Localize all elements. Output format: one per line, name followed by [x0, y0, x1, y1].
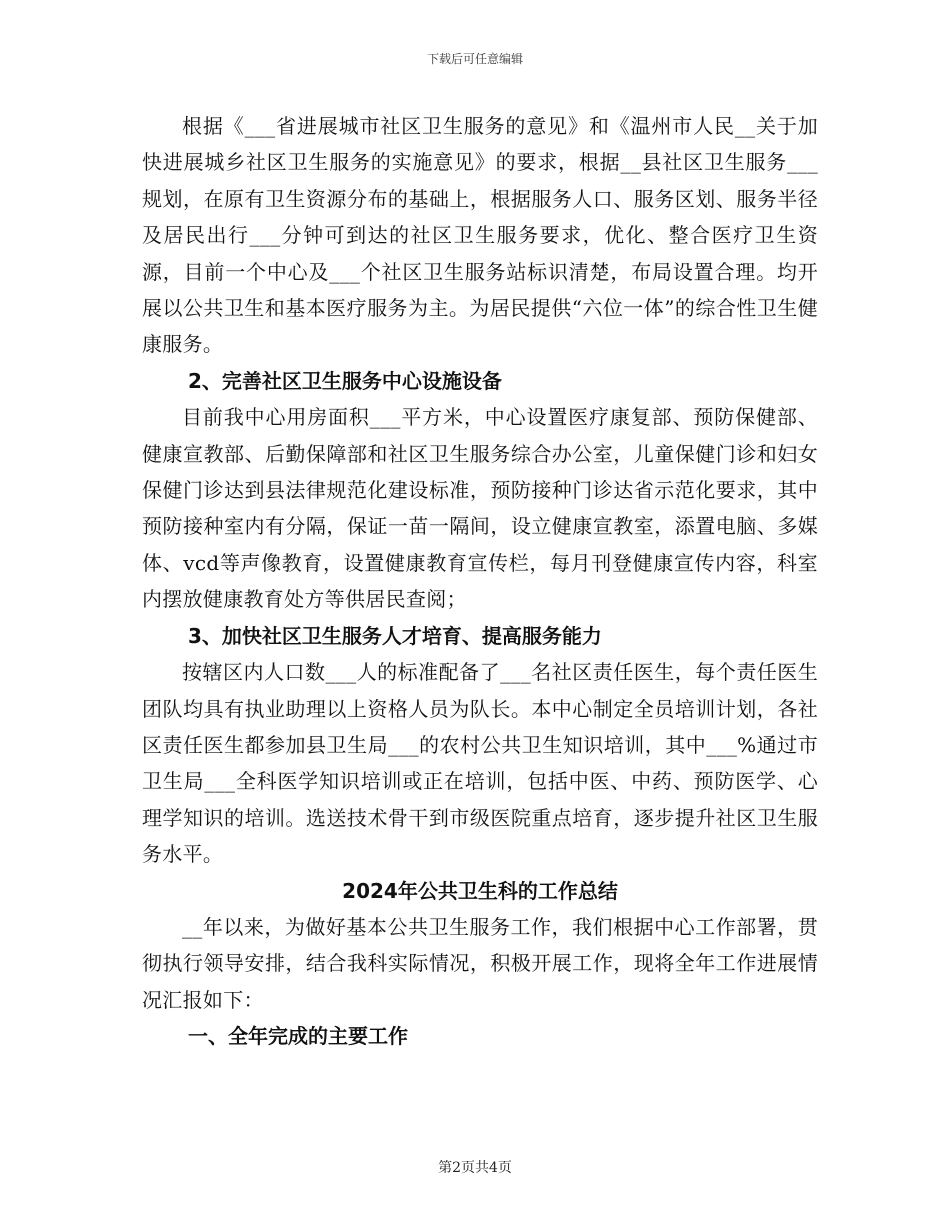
- paragraph-community-service-plan: 根据《___省进展城市社区卫生服务的意见》和《温州市人民__关于加快进展城乡社区卫生服务的实施意见》的要求，根据__县社区卫生服务___规划，在原有卫生资源分布的基础上，根据服务人口、服务区划、服务半径及居民出行___分钟可到达的社区卫生服务要求，优化、整合医疗卫生资源，目前一个中心及___个社区卫生服务站标识清楚，布局设置合理。均开展以公共卫生和基本医疗服务为主。为居民提供“六位一体”的综合性卫生健康服务。: [142, 114, 818, 357]
- paragraph-intro: __年以来，为做好基本公共卫生服务工作，我们根据中心工作部署，贯彻执行领导安排，结合我科实际情况，积极开展工作，现将全年工作进展情况汇报如下：: [142, 914, 818, 1012]
- page-number: 第2页共4页: [438, 1160, 512, 1176]
- section-heading-talent-training: 3、加快社区卫生服务人才培育、提高服务能力: [188, 623, 602, 648]
- document-body: [142, 108, 818, 1055]
- section-heading-facilities: 2、完善社区卫生服务中心设施设备: [188, 368, 502, 393]
- document-title: 2024年公共卫生科的工作总结: [342, 878, 618, 903]
- paragraph-facilities: 目前我中心用房面积___平方米，中心设置医疗康复部、预防保健部、健康宣教部、后勤保障部和社区卫生服务综合办公室，儿童保健门诊和妇女保健门诊达到县法律规范化建设标准，预防接种门诊达省示范化要求，其中预防接种室内有分隔，保证一苗一隔间，设立健康宣教室，添置电脑、多媒体、vcd等声像教育，设置健康教育宣传栏，每月刊登健康宣传内容，科室内摆放健康教育处方等供居民查阅；: [142, 405, 818, 612]
- page-header: 下载后可任意编辑: [426, 52, 523, 66]
- paragraph-talent-training: 按辖区内人口数___人的标准配备了___名社区责任医生，每个责任医生团队均具有执业助理以上资格人员为队长。本中心制定全员培训计划，各社区责任医生都参加县卫生局___的农村公共卫生知识培训，其中___%通过市卫生局___全科医学知识培训或正在培训，包括中医、中药、预防医学、心理学知识的培训。选送技术骨干到市级医院重点培育，逐步提升社区卫生服务水平。: [142, 660, 818, 867]
- section-heading-main-work: 一、全年完成的主要工作: [188, 1024, 408, 1049]
